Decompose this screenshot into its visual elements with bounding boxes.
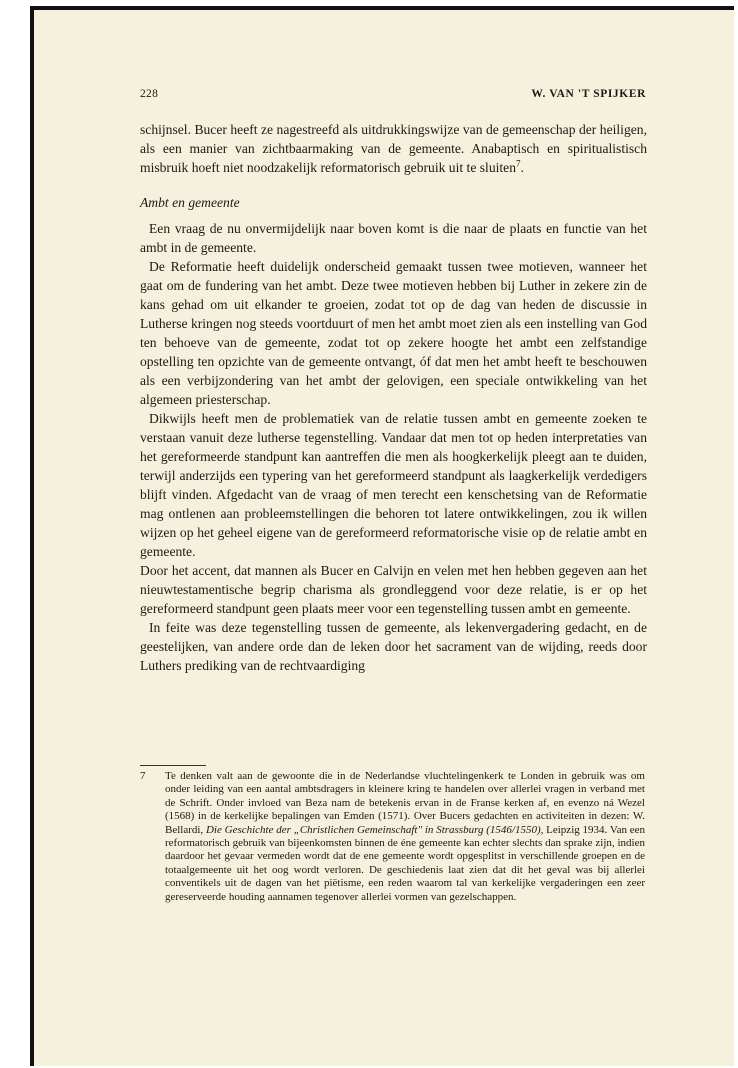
section-heading: Ambt en gemeente [140,195,240,210]
paragraph-1-end: . [520,160,524,175]
footnote-cited-title: Die Geschichte der „Christlichen Gemeinschaft" in Strassburg (1546/1550), [205,823,544,836]
paragraph-5: Door het accent, dat mannen als Bucer en Calvijn en velen met hen hebben gegeven aan het nieuwtestamentische begrip charisma als grondleggend voor deze relatie, is er op het gereformeerd standpunt geen plaats meer voor een tegenstelling tussen ambt en gemeente. [140,563,647,616]
scan-edge-top [34,6,734,10]
footnote-text-b: Leipzig 1934. Van een reformatorisch gebruik van bijeenkomsten binnen de éne gemeente kan echter slechts dan sprake zijn, indien daardoor het gevaar vermeden wordt dat de ene gemeente wordt opgesplitst in verschillende groepen en de totaalgemeente uit het oog wordt verloren. De geschiedenis laat zien dat dit het geval was bij allerlei conventikels uit de dagen van het piëtisme, een reden waarom tal van kerkelijke vergaderingen een zeer gereserveerde houding aannamen tegenover allerlei vormen van gezelschappen. [165,823,645,903]
footnote [140,770,645,904]
paragraph-1-text: schijnsel. Bucer heeft ze nagestreefd als uitdrukkingswijze van de gemeenschap der heiligen, als een manier van zichtbaarmaking van de gemeente. Anabaptisch en spiritualistisch misbruik hoeft niet noodzakelijk reformatorisch gebruik uit te sluiten [140,122,647,175]
body-text [140,120,647,675]
paragraph-6: In feite was deze tegenstelling tussen de gemeente, als lekenvergadering gedacht, en de geestelijken, van andere orde dan de leken door het sacrament van de wijding, reeds door Luthers prediking van de rechtvaardiging [140,620,647,673]
paragraph-3: De Reformatie heeft duidelijk onderscheid gemaakt tussen twee motieven, wanneer het gaat om de fundering van het ambt. Deze twee motieven hebben bij Luther in zekere zin de kans gehad om uit elkander te groeien, zodat tot op de dag van heden de discussie in Lutherse kringen nog steeds voortduurt of men het ambt moet zien als een instelling van God ten behoeve van de gemeente, zodat tot op zekere hoogte het ambt een zelfstandige opstelling ten opzichte van de gemeente ontvangt, óf dat men het ambt heeft te beschouwen als een verbijzondering van het ambt der gelovigen, een speciale ontwikkeling van het algemeen priesterschap. [140,259,647,407]
footnote-ref-7: 7 [516,158,521,169]
page-header [140,88,646,106]
paragraph-1 [140,120,647,177]
footnote-marker: 7 [140,770,146,782]
running-head: W. VAN 'T SPIJKER [531,88,646,100]
page-number: 228 [140,88,159,100]
paragraph-2: Een vraag de nu onvermijdelijk naar boven komt is die naar de plaats en functie van het ambt in de gemeente. [140,221,647,255]
footnote-text-a: Te denken valt aan de gewoonte die in de Nederlandse vluchtelingenkerk te Londen in gebruik was om onder leiding van een aantal ambtsdragers in kleinere kring te handelen over allerlei vragen in verband met de Schrift. Onder invloed van Beza nam de betekenis ervan in de Franse kerken af, en evenzo ná Wezel (1568) in de kerkelijke bepalingen van Emden (1571). Over Bucers gedachten en activiteiten in dezen: W. Bellardi, [165,770,645,836]
paragraph-4: Dikwijls heeft men de problematiek van de relatie tussen ambt en gemeente zoeken te verstaan vanuit deze lutherse tegenstelling. Vandaar dat men tot op heden interpretaties van het gereformeerde standpunt kan aantreffen die men als hoogkerkelijk pleegt aan te duiden, terwijl anderzijds een typering van het gereformeerd standpunt als laagkerkelijk verdedigers blijft vinden. Afgedacht van de vraag of men terecht een kenschetsing van de Reformatie mag ontlenen aan probleemstellingen die behoren tot latere ontwikkelingen, zou ik willen wijzen op het geheel eigene van de gereformeerd reformatorische visie op de relatie ambt en gemeente. [140,411,647,559]
footnote-rule [140,765,206,766]
footnote-text [165,770,645,904]
scan-edge-left [30,6,34,1066]
